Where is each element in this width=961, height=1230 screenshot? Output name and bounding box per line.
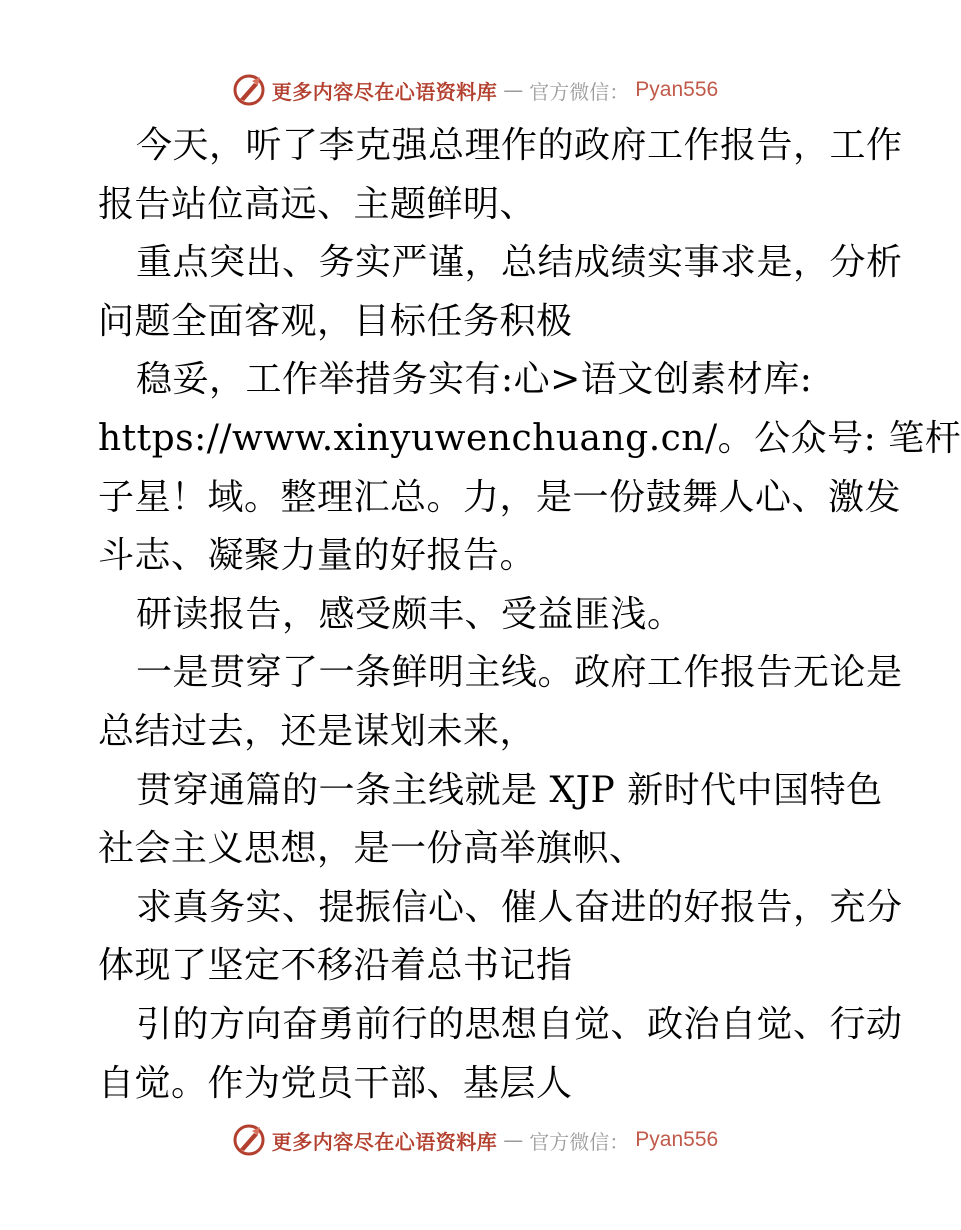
feather-pen-icon <box>232 73 266 107</box>
text-line: 研读报告，感受颇丰、受益匪浅。 <box>136 593 684 635</box>
watermark-separator: — <box>503 1128 524 1152</box>
document-body <box>98 117 961 1113</box>
watermark-wechat-id: Pyan556 <box>635 1128 719 1151</box>
text-line: 总结过去，还是谋划未来， <box>98 710 537 752</box>
text-line: https://www.xinyuwenchuang.cn/。公众号: 笔杆 <box>98 417 961 459</box>
text-line: 社会主义思想，是一份高举旗帜、 <box>98 828 646 870</box>
text-line: 重点突出、务实严谨，总结成绩实事求是，分析 <box>136 242 903 284</box>
watermark-brand: 更多内容尽在心语资料库 <box>271 79 498 104</box>
feather-pen-icon <box>232 1123 266 1157</box>
text-line: 贯穿通篇的一条主线就是 XJP 新时代中国特色 <box>136 769 883 811</box>
text-line: 引的方向奋勇前行的思想自觉、政治自觉、行动 <box>136 1003 903 1045</box>
text-line: 报告站位高远、主题鲜明、 <box>98 183 537 225</box>
text-line: 斗志、凝聚力量的好报告。 <box>98 535 537 577</box>
text-line: 求真务实、提振信心、催人奋进的好报告，充分 <box>136 886 903 928</box>
watermark-wechat-label: 官方微信： <box>529 79 630 104</box>
watermark-wechat-label: 官方微信： <box>529 1129 630 1154</box>
text-line: 体现了坚定不移沿着总书记指 <box>98 945 573 987</box>
watermark-separator: — <box>503 78 524 102</box>
text-line: 问题全面客观，目标任务积极 <box>98 300 573 342</box>
text-line: 子星！域。整理汇总。力，是一份鼓舞人心、激发 <box>98 476 902 518</box>
footer-watermark <box>0 1120 950 1160</box>
text-line: 今天，听了李克强总理作的政府工作报告，工作 <box>136 125 903 166</box>
text-line: 稳妥，工作举措务实有:心>语文创素材库: <box>136 359 813 401</box>
text-line: 自觉。作为党员干部、基层人 <box>98 1062 573 1104</box>
watermark-brand: 更多内容尽在心语资料库 <box>271 1129 498 1154</box>
header-watermark <box>0 70 950 110</box>
text-line: 一是贯穿了一条鲜明主线。政府工作报告无论是 <box>136 652 903 694</box>
watermark-wechat-id: Pyan556 <box>635 78 719 101</box>
